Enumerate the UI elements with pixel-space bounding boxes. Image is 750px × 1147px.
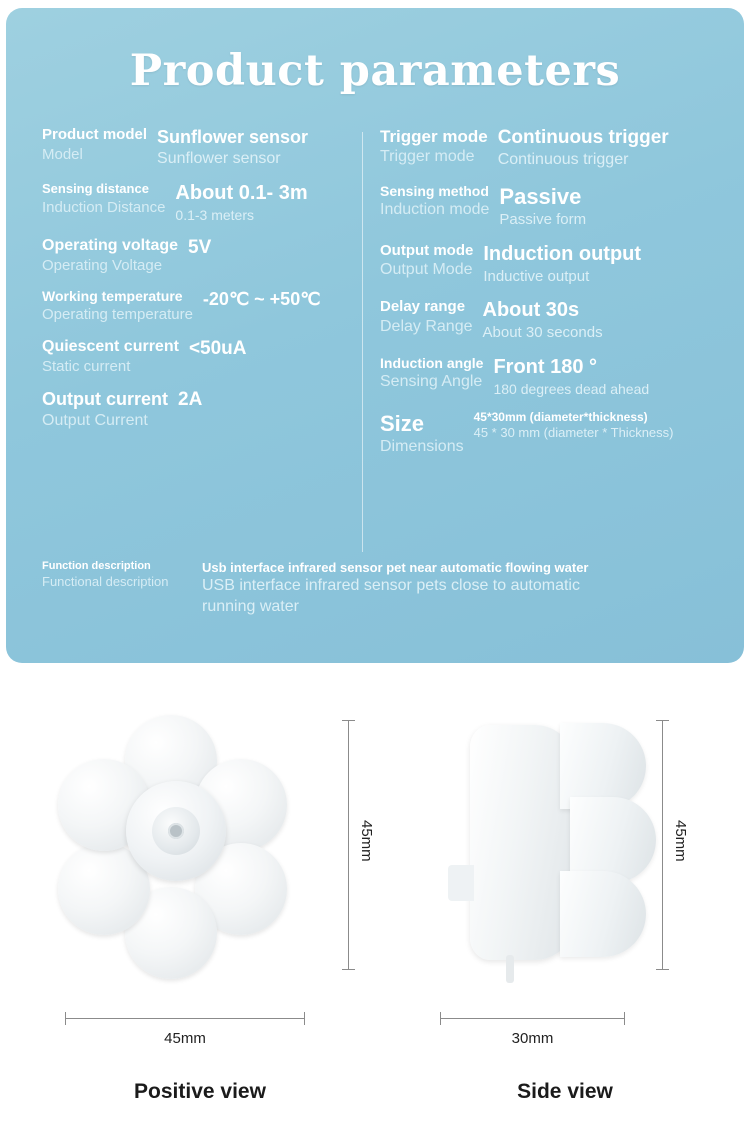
param-label: Delay range	[380, 298, 466, 316]
param-label: Sensing distance	[42, 181, 149, 197]
param-value-sub: USB interface infrared sensor pets close to automatic running water	[202, 577, 580, 616]
param-label-sub: Static current	[42, 357, 131, 375]
param-label: Quiescent current	[42, 337, 179, 355]
param-row-sensing-distance	[42, 181, 362, 224]
side-height-dimension-line	[662, 720, 663, 970]
param-value-group	[157, 126, 308, 169]
param-row-delay-range	[380, 298, 744, 343]
param-value-group	[203, 288, 321, 311]
param-label-group	[42, 181, 165, 217]
param-value: Induction output	[483, 242, 642, 265]
param-label: Size	[380, 410, 425, 436]
param-value-sub: Sunflower sensor	[157, 149, 281, 167]
param-label: Working temperature	[42, 287, 183, 304]
param-value: Usb interface infrared sensor pet near automatic flowing water	[202, 560, 589, 575]
param-label-group	[42, 337, 179, 377]
front-height-dimension-label: 45mm	[358, 820, 375, 862]
sensor-front-illustration	[60, 715, 290, 945]
side-view-caption: Side view	[517, 1080, 613, 1103]
param-value: About 30s	[482, 299, 580, 322]
parameters-columns	[6, 126, 744, 556]
sensor-cap-icon	[560, 871, 646, 957]
param-value-sub: 180 degrees dead ahead	[493, 380, 650, 397]
param-label-sub: Induction Distance	[42, 198, 166, 216]
param-label-group	[42, 560, 192, 591]
param-row-function-description	[42, 560, 702, 618]
param-value: <50uA	[188, 337, 247, 359]
param-label-group	[380, 355, 483, 393]
param-row-working-temperature	[42, 288, 362, 325]
param-label-sub: Operating Voltage	[42, 257, 163, 275]
param-row-quiescent-current	[42, 337, 362, 377]
param-label-sub: Dimensions	[380, 438, 464, 456]
sensor-dome-icon	[126, 781, 226, 881]
sensor-side-illustration	[440, 715, 660, 980]
param-label-sub: Induction mode	[380, 201, 490, 219]
param-label-group	[42, 236, 178, 276]
param-value-group	[483, 298, 603, 343]
side-width-dimension-label: 30mm	[511, 1030, 554, 1047]
param-value-sub: Passive form	[499, 211, 587, 229]
param-value-sub: Continuous trigger	[497, 150, 629, 168]
param-row-product-model	[42, 126, 362, 169]
front-view-caption: Positive view	[134, 1080, 266, 1103]
param-label: Trigger mode	[380, 127, 488, 146]
param-row-induction-angle	[380, 355, 744, 398]
param-label-sub: Delay Range	[380, 317, 473, 335]
param-label-group	[380, 183, 489, 221]
param-value: Front 180 °	[493, 355, 598, 378]
page-title: Product parameters	[129, 46, 621, 96]
front-height-dimension-line	[348, 720, 349, 970]
param-label-group	[380, 126, 488, 168]
param-row-sensing-method	[380, 183, 744, 230]
param-value-group	[202, 560, 702, 618]
param-label-group	[380, 298, 473, 338]
parameters-column-left	[6, 126, 362, 556]
param-value-group	[188, 236, 211, 260]
param-row-output-current	[42, 388, 362, 431]
param-label: Function description	[42, 560, 151, 572]
param-label: Output mode	[380, 241, 474, 259]
sensor-cable-icon	[506, 955, 514, 983]
parameters-column-right	[362, 126, 744, 556]
param-value: 5V	[188, 237, 212, 259]
param-value-group	[499, 183, 586, 230]
param-value-sub: Inductive output	[483, 267, 590, 285]
param-label-sub: Output Current	[42, 411, 148, 429]
param-value: Sunflower sensor	[157, 127, 309, 147]
product-views-section	[0, 675, 750, 1147]
param-label-group	[42, 126, 147, 164]
product-parameters-panel	[6, 8, 744, 663]
param-label-group	[380, 410, 464, 458]
param-label-sub: Model	[42, 145, 83, 163]
param-value-group	[474, 410, 674, 442]
sensor-lens-icon	[152, 807, 200, 855]
param-row-size	[380, 410, 744, 458]
param-value-group	[189, 337, 247, 361]
param-label: Output current	[42, 389, 168, 410]
param-value-sub: About 30 seconds	[482, 324, 603, 342]
param-value-sub: 0.1-3 meters	[175, 207, 254, 224]
param-value-group	[483, 242, 641, 287]
side-width-dimension-line	[440, 1018, 625, 1019]
param-value-group	[498, 126, 669, 171]
param-value: 45*30mm (diameter*thickness)	[473, 409, 648, 424]
param-value: About 0.1- 3m	[175, 182, 308, 205]
param-value-sub: 45 * 30 mm (diameter * Thickness)	[473, 424, 674, 440]
side-height-dimension-label: 45mm	[672, 820, 689, 862]
param-label-sub: Operating temperature	[42, 306, 193, 324]
param-row-output-mode	[380, 242, 744, 287]
param-label-group	[42, 388, 168, 431]
sensor-pupil-icon	[168, 823, 184, 839]
param-value-group	[175, 181, 307, 224]
sensor-side-tab-icon	[448, 865, 474, 901]
param-value-group	[493, 355, 649, 398]
param-label-sub: Sensing Angle	[380, 373, 483, 391]
param-label-sub: Output Mode	[380, 261, 473, 279]
param-label: Product model	[42, 126, 148, 143]
param-label: Sensing method	[380, 182, 489, 199]
param-value-group	[178, 388, 202, 412]
param-value: 2A	[178, 389, 203, 411]
param-label-group	[380, 242, 473, 282]
param-label-group	[42, 288, 193, 325]
param-row-operating-voltage	[42, 236, 362, 276]
param-label-sub: Trigger mode	[380, 148, 475, 166]
param-row-trigger-mode	[380, 126, 744, 171]
param-value: -20℃ ~ +50℃	[202, 288, 321, 309]
param-label: Induction angle	[380, 354, 484, 371]
param-label: Operating voltage	[42, 237, 179, 255]
param-label-sub: Functional description	[42, 573, 169, 589]
param-value: Passive	[499, 183, 582, 209]
front-width-dimension-label: 45mm	[164, 1030, 206, 1047]
param-value: Continuous trigger	[497, 127, 669, 148]
front-width-dimension-line	[65, 1018, 305, 1019]
